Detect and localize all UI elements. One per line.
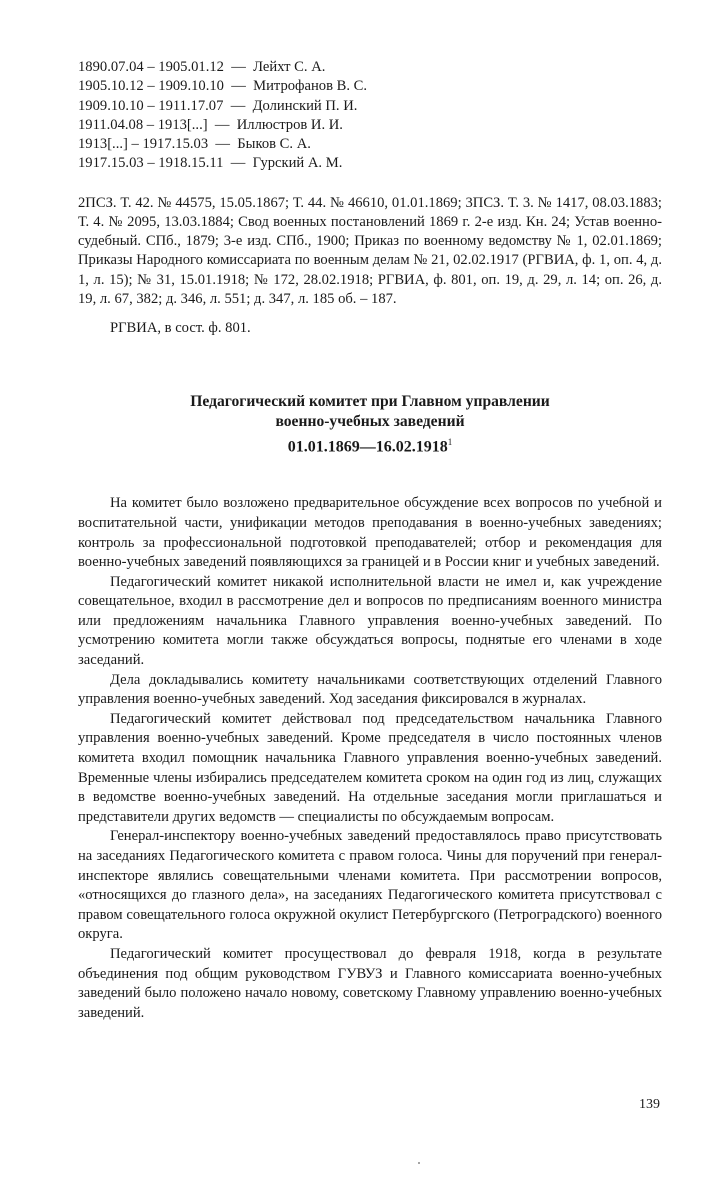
section-title-line-2: военно-учебных заведений [275, 413, 465, 430]
section-title-line-1: Педагогический комитет при Главном управлении [190, 393, 550, 410]
paragraph: Дела докладывались комитету начальниками соответствующих отделений Главного управления военно-учебных заведений. Ход заседания фиксировался в журналах. [78, 671, 662, 708]
footnote-mark: 1 [447, 437, 453, 447]
director-entry: 1913[...] – 1917.15.03 — Быков С. А. [78, 136, 311, 153]
paragraph: На комитет было возложено предварительное обсуждение всех вопросов по учебной и воспитательной части, унификации методов преподавания в военно-учебных заведениях; контроль за профессиональной подготовкой преподавателей; отбор и рекомендация для военно-учебных заведений появляющихся за границей и в России книг и учебных заведений. [78, 495, 662, 571]
director-entry: 1917.15.03 – 1918.15.11 — Гурский А. М. [78, 155, 343, 172]
director-entry: 1905.10.12 – 1909.10.10 — Митрофанов В. С. [78, 78, 368, 95]
body-text [78, 494, 662, 1023]
paragraph: Педагогический комитет просуществовал до февраля 1918, когда в результате объединения под общим руководством ГУВУЗ и Главного комиссариата военно-учебных заведений было положено начало новому, советскому Главному управлению военно-учебных заведений. [78, 945, 662, 1021]
page-number: 139 [639, 1097, 660, 1112]
archive-reference [78, 319, 662, 338]
paragraph: Педагогический комитет действовал под председательством начальника Главного управления военно-учебных заведений. Кроме председателя в число постоянных членов комитета входил помощник начальника Главного управления военно-учебных заведений. Временные члены избирались председателем комитета сроком на один год из лиц, служащих в ведомстве военно-учебных заведений. На отдельные заседания могли приглашаться и представители других ведомств — специалисты по обсуждаемым вопросам. [78, 710, 662, 825]
paragraph: Педагогический комитет никакой исполнительной власти не имел и, как учреждение совещательное, входил в рассмотрение дел и вопросов по предписаниям военного министра или предложениям начальника Главного управления военно-учебных заведений. По усмотрению комитета могли также обсуждаться вопросы, поднятые его членами в ходе заседаний. [78, 573, 662, 669]
director-entry: 1911.04.08 – 1913[...] — Иллюстров И. И. [78, 116, 343, 133]
archive-text: РГВИА, в сост. ф. 801. [110, 320, 251, 336]
paragraph: Генерал-инспектору военно-учебных заведений предоставлялось право присутствовать на заседаниях Педагогического комитета с правом голоса. Чины для поручений при генерал-инспекторе являлись совещательными членами комитета. При рассмотрении вопросов, «относящихся до глазного дела», на заседаниях Педагогического комитета присутствовал с правом совещательного голоса окружной окулист Петербургского (Петроградского) военного округа. [78, 828, 662, 943]
director-entry: 1909.10.10 – 1911.17.07 — Долинский П. И. [78, 97, 358, 114]
page-content [78, 58, 662, 1023]
print-speck [418, 1162, 420, 1164]
section-dates-text: 01.01.1869—16.02.1918 [287, 438, 448, 456]
section-dates [78, 432, 662, 457]
director-entry: 1890.07.04 – 1905.01.12 — Лейхт С. А. [78, 59, 326, 75]
section-title [78, 392, 662, 457]
directors-list [78, 58, 662, 174]
sources-paragraph: 2ПСЗ. Т. 42. № 44575, 15.05.1867; Т. 44. № 46610, 01.01.1869; 3ПСЗ. Т. 3. № 1417, 08.03.1883; Т. 4. № 2095, 13.03.1884; Свод военных постановлений 1869 г. 2-е изд. Кн. 24; Устав военно-судебный. СПб., 1879; 3-е изд. СПб., 1900; Приказ по военному ведомству № 1, 02.01.1869; Приказы Народного комиссариата по военным делам № 21, 02.02.1917 (РГВИА, ф. 1, оп. 4, д. 1, л. 15); № 31, 15.01.1918; № 172, 28.02.1918; РГВИА, ф. 801, оп. 19, д. 29, л. 14; оп. 26, д. 19, л. 67, 382; д. 346, л. 551; д. 347, л. 185 об. – 187. [78, 194, 662, 307]
